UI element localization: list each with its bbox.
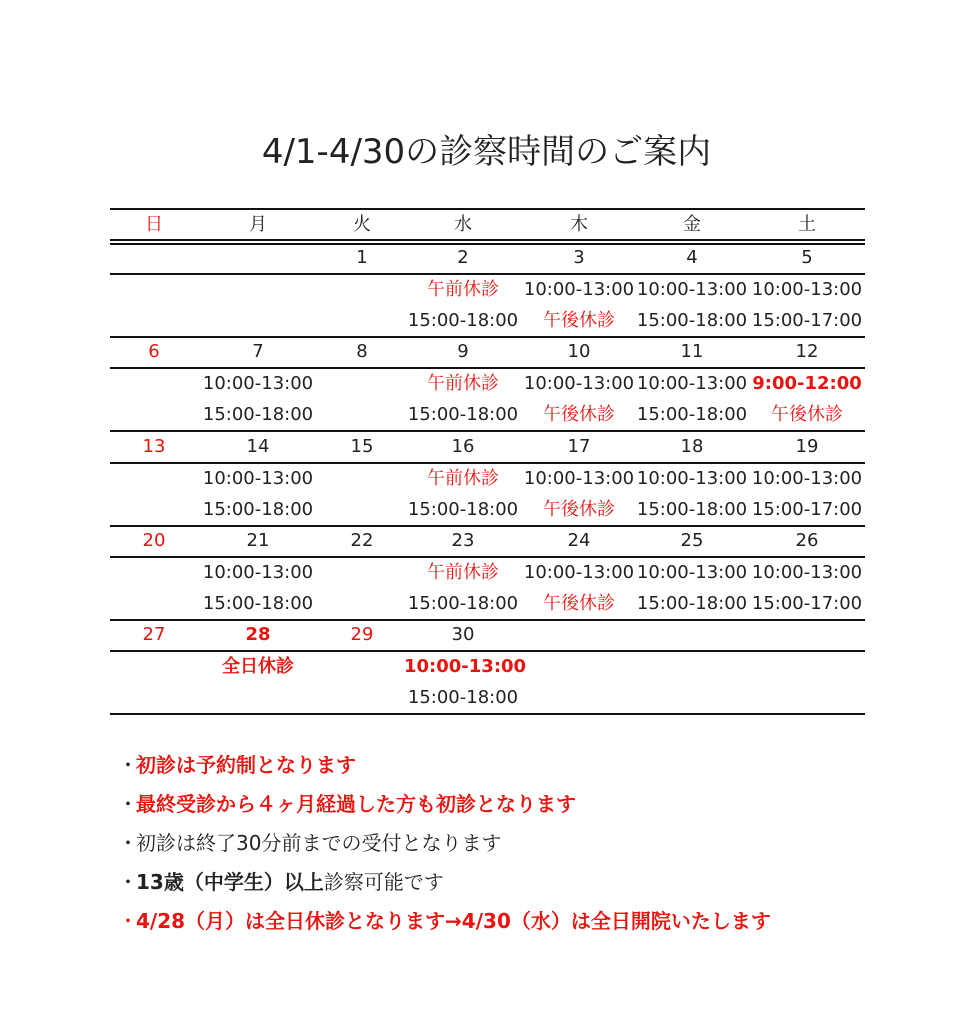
afternoon-hours-cell <box>95 494 213 525</box>
weekday-header: 水 <box>454 214 472 235</box>
afternoon-hours-cell: 午後休診 <box>543 404 615 425</box>
date-cell: 19 <box>795 436 819 457</box>
date-cell <box>95 242 213 273</box>
date-cell: 6 <box>148 341 160 362</box>
afternoon-hours-cell: 15:00-18:00 <box>407 310 519 331</box>
afternoon-hours-cell <box>520 682 638 713</box>
morning-hours-cell: 10:00-13:00 <box>202 562 314 583</box>
date-cell: 16 <box>451 436 475 457</box>
afternoon-hours-cell: 15:00-18:00 <box>202 404 314 425</box>
note-text: 13歳（中学生）以上 <box>136 870 324 894</box>
afternoon-hours-cell <box>633 682 751 713</box>
date-cell: 21 <box>246 530 270 551</box>
notes-list <box>118 748 938 943</box>
afternoon-hours-cell: 15:00-18:00 <box>636 310 748 331</box>
morning-hours-cell: 10:00-13:00 <box>636 562 748 583</box>
afternoon-hours-cell: 15:00-18:00 <box>407 499 519 520</box>
date-cell: 4 <box>686 247 698 268</box>
morning-hours-cell <box>748 651 866 682</box>
morning-hours-cell: 10:00-13:00 <box>202 468 314 489</box>
date-cell: 8 <box>356 341 368 362</box>
morning-hours-cell: 10:00-13:00 <box>636 468 748 489</box>
date-cell: 24 <box>567 530 591 551</box>
date-cell: 29 <box>350 624 374 645</box>
date-cell: 20 <box>142 530 166 551</box>
morning-hours-cell: 10:00-13:00 <box>523 468 635 489</box>
morning-hours-cell <box>199 274 317 305</box>
morning-hours-cell <box>95 274 213 305</box>
morning-hours-cell: 午前休診 <box>427 562 499 583</box>
page-title: 4/1-4/30の診察時間のご案内 <box>261 132 712 172</box>
date-cell: 22 <box>350 530 374 551</box>
note-item <box>118 904 938 943</box>
date-cell: 26 <box>795 530 819 551</box>
note-text: 4/28（月）は全日休診となります→4/30（水）は全日開院いたします <box>136 909 771 933</box>
morning-hours-cell: 10:00-13:00 <box>523 373 635 394</box>
afternoon-hours-cell: 午後休診 <box>771 404 843 425</box>
morning-hours-cell: 午前休診 <box>427 468 499 489</box>
morning-hours-cell: 10:00-13:00 <box>636 279 748 300</box>
morning-hours-cell: 10:00-13:00 <box>751 468 863 489</box>
note-text: 最終受診から４ヶ月経過した方も初診となります <box>136 792 576 816</box>
afternoon-hours-cell: 15:00-17:00 <box>751 499 863 520</box>
note-item <box>118 826 938 865</box>
week-bottom-rule <box>110 713 865 715</box>
morning-hours-cell: 10:00-13:00 <box>751 279 863 300</box>
morning-hours-cell: 10:00-13:00 <box>404 656 527 677</box>
weekday-header: 火 <box>353 214 371 235</box>
date-cell: 3 <box>573 247 585 268</box>
afternoon-hours-cell: 午後休診 <box>543 593 615 614</box>
morning-hours-cell <box>95 557 213 588</box>
note-bullet: ・ <box>118 870 138 894</box>
date-cell <box>199 242 317 273</box>
morning-hours-cell: 午前休診 <box>427 279 499 300</box>
morning-hours-cell: 午前休診 <box>427 373 499 394</box>
afternoon-hours-cell <box>95 399 213 430</box>
afternoon-hours-cell: 午後休診 <box>543 310 615 331</box>
afternoon-hours-cell: 15:00-18:00 <box>407 404 519 425</box>
morning-hours-cell: 9:00-12:00 <box>752 373 862 394</box>
afternoon-hours-cell: 15:00-18:00 <box>407 687 519 708</box>
weekday-header: 木 <box>570 214 588 235</box>
date-cell: 27 <box>142 624 166 645</box>
header-rule-1 <box>110 239 865 241</box>
note-item <box>118 787 938 826</box>
morning-hours-cell: 10:00-13:00 <box>636 373 748 394</box>
afternoon-hours-cell: 15:00-17:00 <box>751 310 863 331</box>
note-bullet: ・ <box>118 792 138 816</box>
afternoon-hours-cell <box>199 305 317 336</box>
afternoon-hours-cell <box>95 588 213 619</box>
date-cell: 28 <box>245 624 271 645</box>
date-cell: 14 <box>246 436 270 457</box>
weekday-header: 金 <box>683 214 701 235</box>
note-bullet: ・ <box>118 831 138 855</box>
note-text: 診察可能です <box>323 870 444 894</box>
afternoon-hours-cell: 午後休診 <box>543 499 615 520</box>
afternoon-hours-cell <box>748 682 866 713</box>
morning-hours-cell <box>95 368 213 399</box>
afternoon-hours-cell: 15:00-18:00 <box>202 593 314 614</box>
date-cell: 30 <box>451 624 475 645</box>
morning-hours-cell: 10:00-13:00 <box>751 562 863 583</box>
note-item <box>118 865 938 904</box>
afternoon-hours-cell: 15:00-18:00 <box>407 593 519 614</box>
note-text: 初診は終了30分前までの受付となります <box>136 831 502 855</box>
afternoon-hours-cell <box>95 682 213 713</box>
date-cell <box>748 619 866 650</box>
date-cell <box>633 619 751 650</box>
date-cell: 5 <box>801 247 813 268</box>
morning-hours-cell <box>95 463 213 494</box>
date-cell: 23 <box>451 530 475 551</box>
date-cell: 11 <box>680 341 704 362</box>
date-cell: 9 <box>457 341 469 362</box>
afternoon-hours-cell: 15:00-18:00 <box>202 499 314 520</box>
morning-hours-cell <box>633 651 751 682</box>
date-cell: 10 <box>567 341 591 362</box>
afternoon-hours-cell: 15:00-18:00 <box>636 404 748 425</box>
afternoon-hours-cell: 15:00-17:00 <box>751 593 863 614</box>
morning-hours-cell: 10:00-13:00 <box>202 373 314 394</box>
note-item <box>118 748 938 787</box>
afternoon-hours-cell: 15:00-18:00 <box>636 593 748 614</box>
date-cell: 7 <box>252 341 264 362</box>
weekday-header: 土 <box>798 214 816 235</box>
date-cell: 13 <box>142 436 166 457</box>
date-cell: 17 <box>567 436 591 457</box>
morning-hours-cell: 全日休診 <box>222 656 294 677</box>
date-cell: 1 <box>356 247 368 268</box>
morning-hours-cell: 10:00-13:00 <box>523 279 635 300</box>
date-cell: 18 <box>680 436 704 457</box>
afternoon-hours-cell: 15:00-18:00 <box>636 499 748 520</box>
morning-hours-cell: 10:00-13:00 <box>523 562 635 583</box>
weekday-header: 月 <box>249 214 267 235</box>
afternoon-hours-cell <box>95 305 213 336</box>
afternoon-hours-cell <box>199 682 317 713</box>
note-text: 初診は予約制となります <box>136 753 356 777</box>
date-cell: 25 <box>680 530 704 551</box>
morning-hours-cell <box>95 651 213 682</box>
date-cell: 12 <box>795 341 819 362</box>
date-cell: 2 <box>457 247 469 268</box>
date-cell <box>520 619 638 650</box>
note-bullet: ・ <box>118 753 138 777</box>
date-cell: 15 <box>350 436 374 457</box>
morning-hours-cell <box>520 651 638 682</box>
weekday-header: 日 <box>145 214 163 235</box>
note-bullet: ・ <box>118 909 138 933</box>
